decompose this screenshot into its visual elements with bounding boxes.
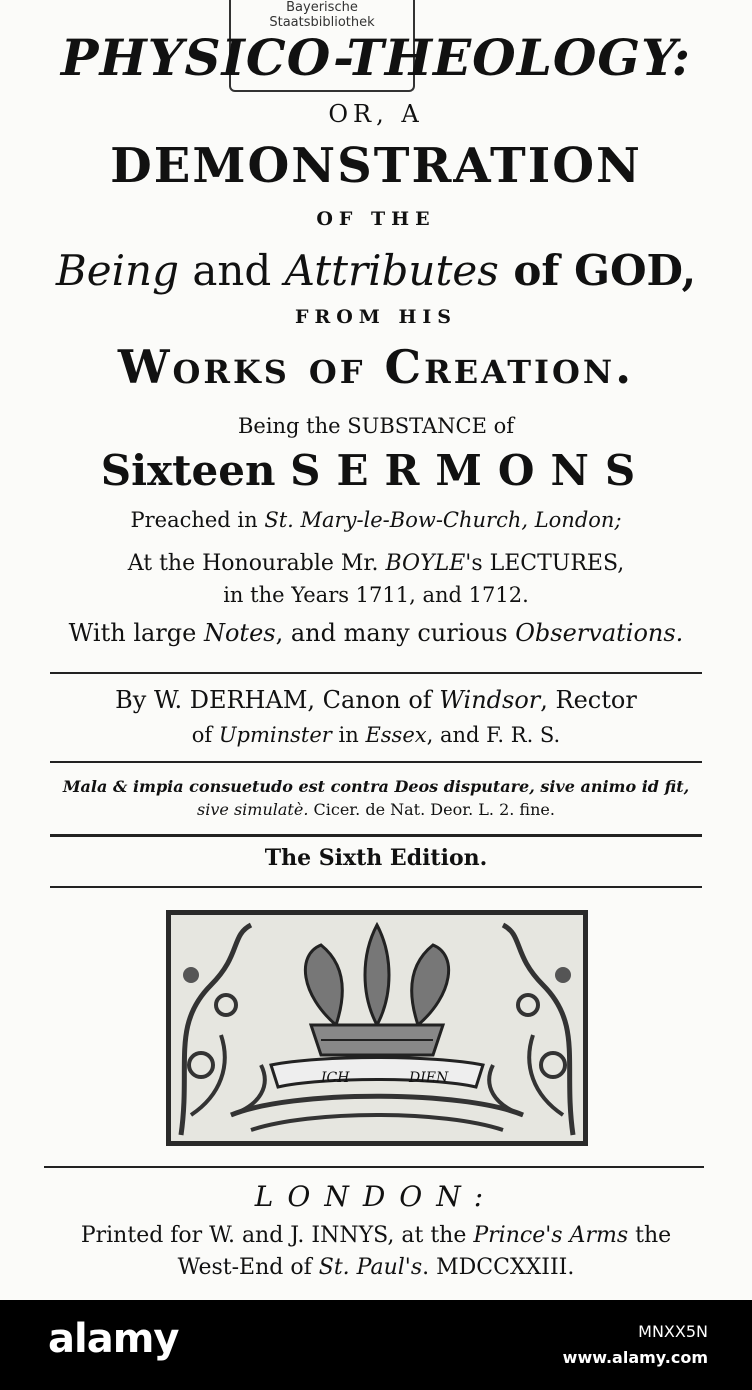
being-attributes-line [0, 246, 752, 295]
prince-of-wales-feathers-woodcut [166, 910, 588, 1146]
and-word: and [178, 246, 285, 295]
watermark-footer [0, 1300, 752, 1390]
st-pauls: St. Paul's [318, 1255, 423, 1280]
windsor-word: Windsor [439, 686, 541, 714]
sixteen-sermons [0, 446, 752, 495]
author2-suffix: , and F. R. S. [426, 723, 561, 747]
from-his: FROM HIS [294, 306, 458, 328]
image-code: MNXX5N [638, 1322, 708, 1341]
of-the: OF THE [316, 208, 436, 230]
essex-word: Essex [365, 723, 427, 747]
imprint-location [0, 1255, 752, 1280]
being-substance: Being the SUBSTANCE of [237, 414, 515, 438]
imprint-printer [0, 1223, 752, 1248]
site-url: www.alamy.com [562, 1348, 708, 1367]
rule-4 [50, 886, 702, 888]
preached-line [0, 508, 752, 532]
works-of-creation: Works of Creation. [117, 340, 635, 394]
princes-arms: Prince's Arms [473, 1223, 629, 1248]
alamy-logo: alamy [48, 1316, 179, 1362]
stamp-line-2: Staatsbibliothek [269, 15, 375, 30]
observations-word: Observations. [515, 619, 684, 647]
motto-left: ICH [321, 1070, 350, 1086]
years-line: in the Years 1711, and 1712. [223, 583, 529, 607]
stamp-line-1: Bayerische [286, 0, 358, 15]
author-suffix: , Rector [540, 686, 637, 714]
motto-right: DIEN [409, 1070, 449, 1086]
or-a: OR, A [328, 100, 424, 128]
lectures-line [0, 551, 752, 576]
book-title: PHYSICO-THEOLOGY: [60, 28, 692, 87]
rule-2 [50, 761, 702, 763]
lectures-suffix: 's LECTURES, [465, 551, 625, 576]
church-name: St. Mary-le-Bow-Church, London; [264, 508, 622, 532]
boyle-name: BOYLE [385, 551, 466, 576]
epigraph-citation: Cicer. de Nat. Deor. L. 2. fine. [308, 800, 555, 819]
rule-5 [44, 1166, 704, 1168]
printer-suffix: the [628, 1223, 672, 1248]
printer-prefix: Printed for W. and J. INNYS, at the [80, 1223, 474, 1248]
notes-prefix: With large [68, 619, 204, 647]
author-prefix: By W. DERHAM, Canon of [115, 686, 440, 714]
author2-prefix: of [191, 723, 219, 747]
author-line [0, 686, 752, 714]
preached-prefix: Preached in [130, 508, 265, 532]
being-word: Being [55, 246, 179, 295]
sermons-word: SERMONS [290, 446, 652, 495]
edition-line: The Sixth Edition. [264, 845, 488, 871]
imprint-date: . MDCCXXIII. [422, 1255, 575, 1280]
epigraph-line-2 [0, 800, 752, 819]
author2-mid: in [331, 723, 366, 747]
lectures-prefix: At the Honourable Mr. [127, 551, 386, 576]
notes-mid: , and many curious [275, 619, 516, 647]
sixteen-word: Sixteen [100, 446, 276, 495]
epigraph-italic: sive simulatè. [197, 800, 309, 819]
rule-3 [50, 834, 702, 837]
of-god: of GOD, [498, 246, 697, 295]
rule-1 [50, 672, 702, 674]
author-line-2 [0, 723, 752, 747]
attributes-word: Attributes [284, 246, 499, 295]
notes-line [0, 619, 752, 647]
upminster-word: Upminster [218, 723, 332, 747]
location-prefix: West-End of [177, 1255, 319, 1280]
notes-word: Notes [203, 619, 276, 647]
woodcut-art [171, 915, 583, 1141]
epigraph-line-1: Mala & impia consuetudo est contra Deos disputare, sive animo id fit, [62, 777, 690, 796]
imprint-city: LONDON: [254, 1180, 498, 1213]
demonstration: DEMONSTRATION [110, 138, 642, 194]
